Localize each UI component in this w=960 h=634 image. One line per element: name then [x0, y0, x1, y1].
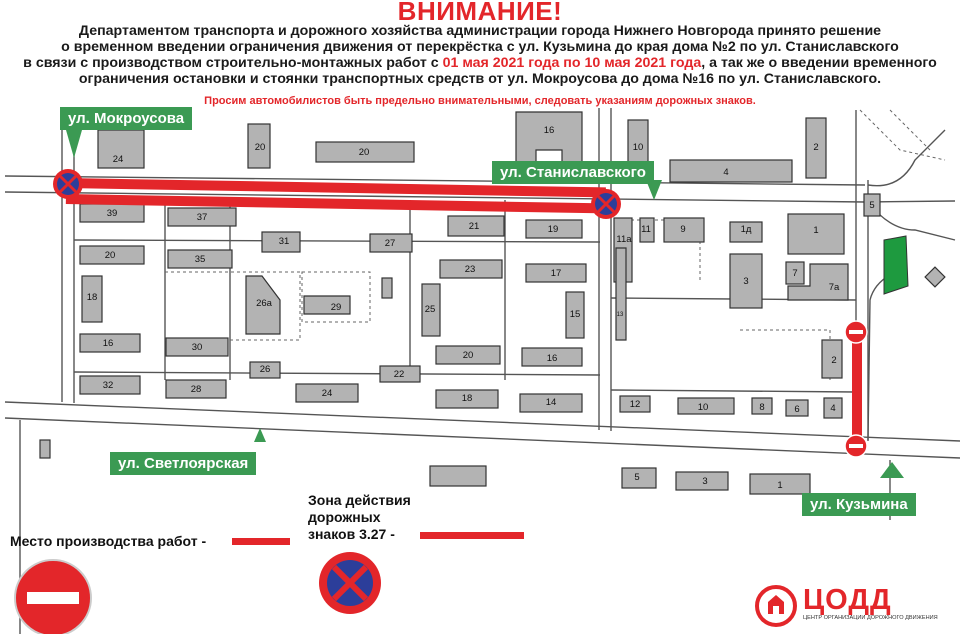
- legend-zone-line-1: Зона действия: [308, 492, 411, 508]
- building: [430, 466, 486, 486]
- building: [40, 440, 50, 458]
- building-number: 30: [191, 342, 203, 353]
- building-number: 29: [330, 302, 342, 313]
- street-label-stanislavskogo: ул. Станиславского: [492, 161, 654, 184]
- building-number: 15: [569, 309, 581, 320]
- building-number: 9: [680, 224, 686, 235]
- building-number: 4: [830, 403, 836, 414]
- building-number: 10: [697, 402, 709, 413]
- building: [382, 278, 392, 298]
- building-number: 20: [104, 250, 116, 261]
- building-number: 5: [869, 200, 875, 211]
- building-number: 5: [634, 472, 640, 483]
- notice-line-3-start: в связи с производством строительно-монтажных работ с: [23, 55, 443, 71]
- building-number: 17: [550, 268, 562, 279]
- building-number: 23: [464, 264, 476, 275]
- building-number: 37: [196, 212, 208, 223]
- building-number: 25: [424, 304, 436, 315]
- building-number: 20: [358, 147, 370, 158]
- building-number: 13: [616, 312, 624, 318]
- building: [304, 296, 350, 314]
- legend-zone-label: [308, 492, 411, 543]
- building-number: 11: [641, 224, 651, 235]
- building-number: 24: [321, 388, 333, 399]
- no-entry-sign-icon: [845, 435, 867, 457]
- notice-line-1: Департаментом транспорта и дорожного хозяйства администрации города Нижнего Новгорода принято решение: [78, 23, 882, 39]
- street-label-mokrousova: ул. Мокроусова: [60, 107, 192, 130]
- building-number: 26: [259, 364, 271, 375]
- building-number: 16: [543, 125, 555, 136]
- building-number: 14: [545, 397, 557, 408]
- building-number: 35: [194, 254, 206, 265]
- street-pointer: [66, 130, 82, 158]
- building-number: 16: [102, 338, 114, 349]
- building-number: 3: [743, 276, 749, 287]
- building-number: 28: [190, 384, 202, 395]
- building-number: 18: [86, 292, 98, 303]
- building-number: 18: [461, 393, 473, 404]
- notice-line-2: о временном введении ограничения движения от перекрёстка с ул. Кузьмина до края дома №2 по ул. Станиславского: [61, 39, 899, 55]
- page-title: ВНИМАНИЕ!: [397, 0, 563, 26]
- legend-no-entry-sign-icon: [15, 560, 91, 634]
- building-number: 24: [112, 154, 124, 165]
- legend-zone-line-3: знаков 3.27 -: [308, 526, 395, 542]
- codd-logo-icon: [752, 584, 800, 628]
- building-number: 20: [462, 350, 474, 361]
- building-number: 12: [629, 399, 641, 410]
- building-number: 1: [777, 480, 783, 491]
- logo-name: ЦОДД: [803, 584, 892, 616]
- building-number: 20: [254, 142, 266, 153]
- building-number: 6: [794, 404, 800, 415]
- street-label-svetloyarskaya: ул. Светлоярская: [110, 452, 256, 475]
- no-stopping-sign-icon: [591, 189, 621, 219]
- building-number: 1: [813, 225, 819, 236]
- street-pointer: [254, 428, 266, 442]
- works-zone-line: [852, 336, 862, 446]
- building-number: 8: [759, 402, 765, 413]
- building-number: 32: [102, 380, 114, 391]
- building: [670, 160, 792, 182]
- building-number: 11а: [616, 234, 632, 245]
- park-area: [884, 236, 908, 294]
- building-number: 26а: [256, 298, 272, 309]
- no-stopping-zone-line-lower: [66, 194, 606, 213]
- no-entry-sign-icon: [845, 321, 867, 343]
- building-number: 7а: [828, 282, 840, 293]
- building: [925, 267, 945, 287]
- legend-works-label: Место производства работ -: [10, 533, 207, 549]
- street-label-kuzmina: ул. Кузьмина: [802, 493, 916, 516]
- building-number: 22: [393, 369, 405, 380]
- building-number: 39: [106, 208, 118, 219]
- building-number: 10: [632, 142, 644, 153]
- legend-zone-line: [420, 532, 524, 539]
- notice-dates: 01 мая 2021 года по 10 мая 2021 года: [442, 55, 702, 71]
- building-number: 7: [792, 268, 798, 279]
- building-number: 2: [813, 142, 819, 153]
- building-number: 19: [547, 224, 559, 235]
- notice-line-3-end: , а так же о введении временного: [701, 55, 937, 71]
- notice-line-4: ограничения остановки и стоянки транспортных средств от ул. Мокроусова до дома №16 по ул. Станиславского.: [78, 71, 882, 87]
- no-stopping-sign-icon: [53, 169, 83, 199]
- building-number: 1д: [740, 224, 752, 235]
- building-number: 16: [546, 353, 558, 364]
- building-number: 3: [702, 476, 708, 487]
- building-number: 4: [723, 167, 729, 178]
- driver-warning-note: Просим автомобилистов быть предельно внимательными, следовать указаниям дорожных знаков.: [204, 95, 756, 107]
- legend-no-stopping-sign-icon: [319, 552, 381, 614]
- logo-subtitle: ЦЕНТР ОРГАНИЗАЦИИ ДОРОЖНОГО ДВИЖЕНИЯ: [803, 615, 938, 621]
- legend-zone-line-2: дорожных: [308, 509, 381, 525]
- building-number: 31: [278, 236, 290, 247]
- street-pointer: [880, 462, 904, 478]
- building-number: 27: [384, 238, 396, 249]
- building-number: 21: [468, 221, 480, 232]
- building-number: 2: [831, 355, 837, 366]
- legend-works-line: [232, 538, 290, 545]
- building: [616, 248, 626, 340]
